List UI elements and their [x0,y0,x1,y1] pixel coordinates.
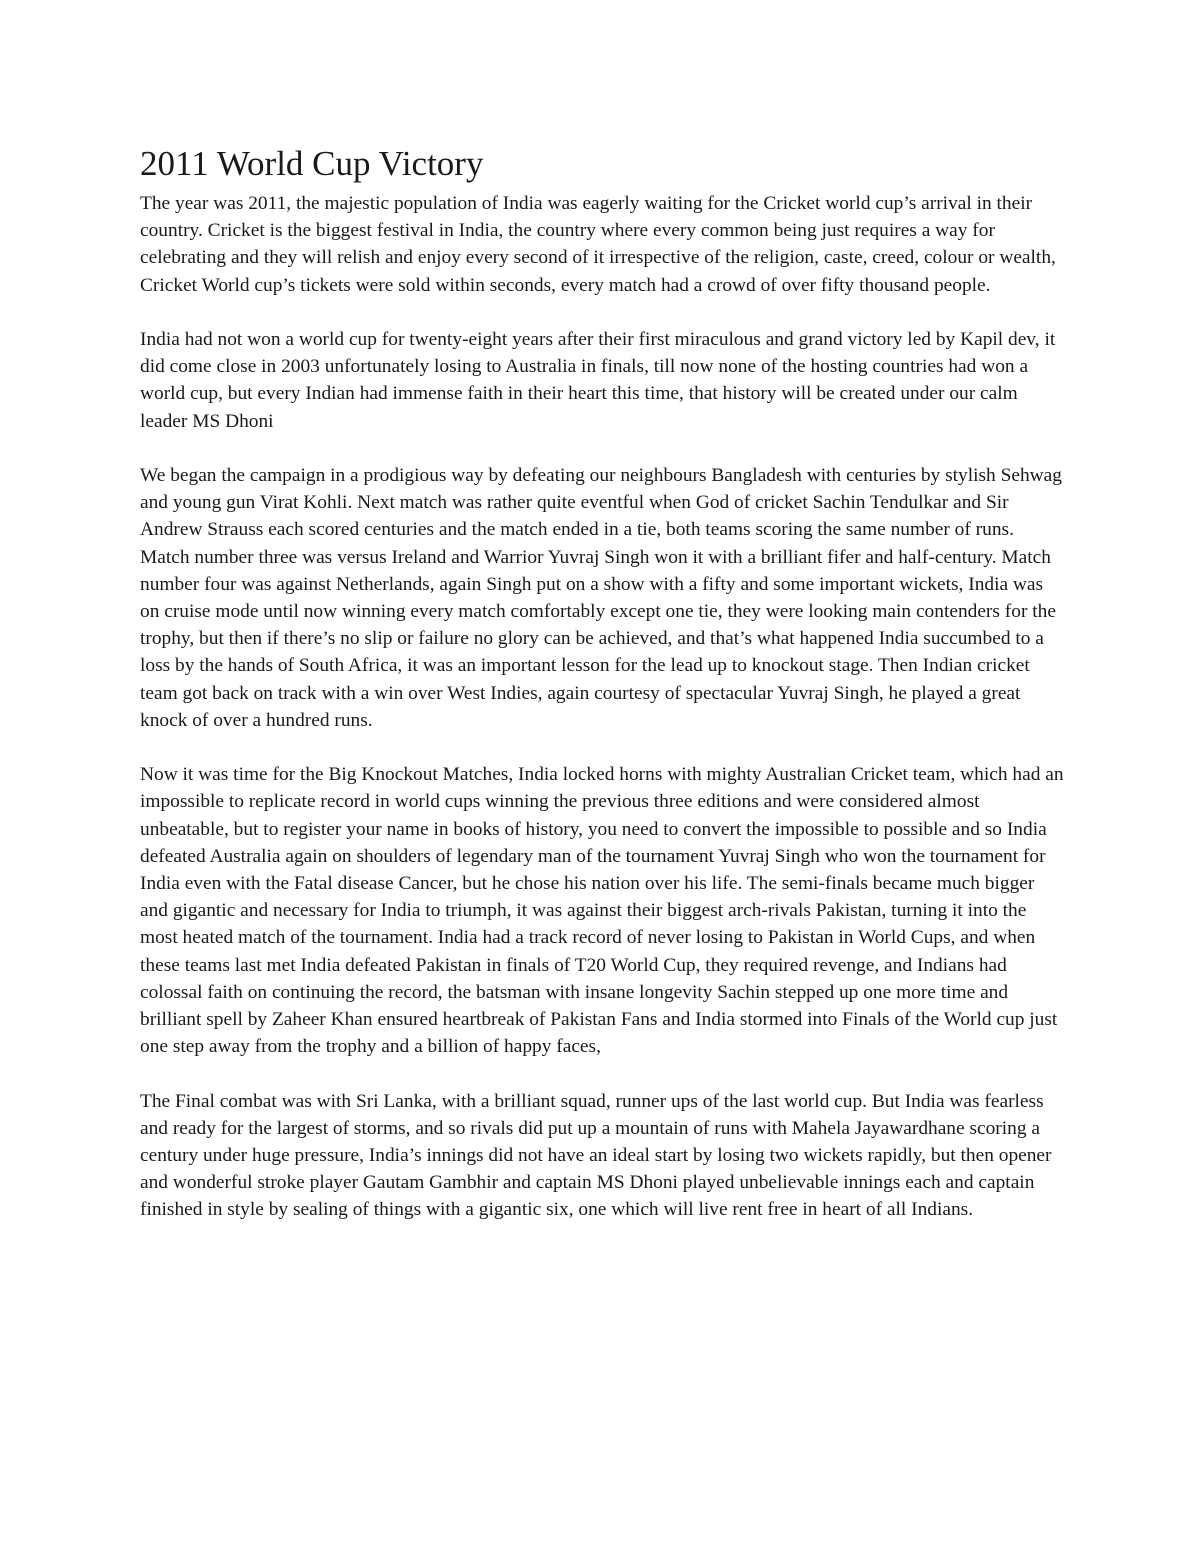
document-page [140,142,1065,1251]
paragraph-history: India had not won a world cup for twenty-eight years after their first miraculous and grand victory led by Kapil dev, it did come close in 2003 unfortunately losing to Australia in finals, till now none of the hosting countries had won a world cup, but every Indian had immense faith in their heart this time, that history will be created under our calm leader MS Dhoni [140,329,1056,432]
document-title: 2011 World Cup Victory [140,144,484,183]
paragraph-knockouts: Now it was time for the Big Knockout Matches, India locked horns with mighty Australian Cricket team, which had an impossible to replicate record in world cups winning the previous three editions and were considered almost unbeatable, but to register your name in books of history, you need to convert the impossible to possible and so India defeated Australia again on shoulders of legendary man of the tournament Yuvraj Singh who won the tournament for India even with the Fatal disease Cancer, but he chose his nation over his life. The semi-finals became much bigger and gigantic and necessary for India to triumph, it was against their biggest arch-rivals Pakistan, turning it into the most heated match of the tournament. India had a track record of never losing to Pakistan in World Cups, and when these teams last met India defeated Pakistan in finals of T20 World Cup, they required revenge, and Indians had colossal faith on continuing the record, the batsman with insane longevity Sachin stepped up one more time and brilliant spell by Zaheer Khan ensured heartbreak of Pakistan Fans and India stormed into Finals of the World cup just one step away from the trophy and a billion of happy faces, [140,764,1064,1058]
paragraph-intro: The year was 2011, the majestic population of India was eagerly waiting for the Cricket world cup’s arrival in their country. Cricket is the biggest festival in India, the country where every common being just requires a way for celebrating and they will relish and enjoy every second of it irrespective of the religion, caste, creed, colour or wealth, Cricket World cup’s tickets were sold within seconds, every match had a crowd of over fifty thousand people. [140,193,1056,296]
paragraph-final: The Final combat was with Sri Lanka, with a brilliant squad, runner ups of the last world cup. But India was fearless and ready for the largest of storms, and so rivals did put up a mountain of runs with Mahela Jayawardhane scoring a century under huge pressure, India’s innings did not have an ideal start by losing two wickets rapidly, but then opener and wonderful stroke player Gautam Gambhir and captain MS Dhoni played unbelievable innings each and captain finished in style by sealing of things with a gigantic six, one which will live rent free in heart of all Indians. [140,1090,1052,1221]
paragraph-group-stage: We began the campaign in a prodigious way by defeating our neighbours Bangladesh with centuries by stylish Sehwag and young gun Virat Kohli. Next match was rather quite eventful when God of cricket Sachin Tendulkar and Sir Andrew Strauss each scored centuries and the match ended in a tie, both teams scoring the same number of runs. Match number three was versus Ireland and Warrior Yuvraj Singh won it with a brilliant fifer and half-century. Match number four was against Netherlands, again Singh put on a show with a fifty and some important wickets, India was on cruise mode until now winning every match comfortably except one tie, they were looking main contenders for the trophy, but then if there’s no slip or failure no glory can be achieved, and that’s what happened India succumbed to a loss by the hands of South Africa, it was an important lesson for the lead up to knockout stage. Then Indian cricket team got back on track with a win over West Indies, again courtesy of spectacular Yuvraj Singh, he played a great knock of over a hundred runs. [140,465,1062,731]
